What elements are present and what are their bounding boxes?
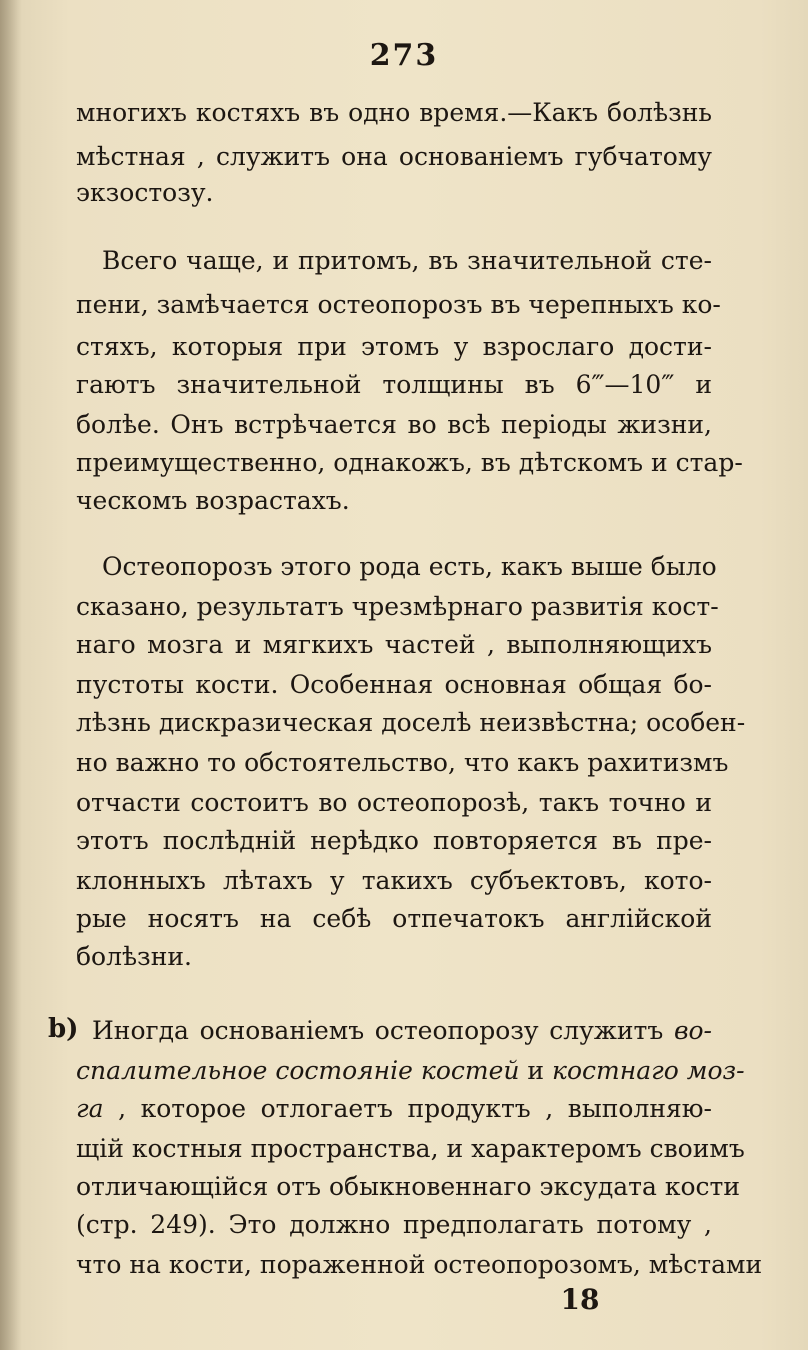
text-line: болѣзни. [76, 942, 192, 971]
text-line: рые носятъ на себѣ отпечатокъ англійской [76, 904, 712, 933]
text-line: что на кости, пораженной остеопорозомъ, мѣстами [76, 1250, 763, 1279]
text-line: Всего чаще, и притомъ, въ значительной сте- [102, 246, 712, 275]
text-line: сказано, результатъ чрезмѣрнаго развитія кост- [76, 592, 719, 621]
text-line: лѣзнь дискразическая доселѣ неизвѣстна; особен- [76, 708, 746, 737]
text-line: пени, замѣчается остеопорозъ въ черепныхъ ко- [76, 290, 721, 319]
text-line: (стр. 249). Это должно предполагать потому , [76, 1210, 712, 1239]
signature-mark: 18 [560, 1283, 600, 1316]
text-line: отчасти состоитъ во остеопорозѣ, такъ точно и [76, 788, 712, 817]
text-line: экзостозу. [76, 178, 214, 207]
text-line: мѣстная , служитъ она основаніемъ губчатому [76, 142, 712, 171]
section-b-line-1: Иногда основаніемъ остеопорозу служитъ во- [92, 1016, 712, 1045]
text-line: клонныхъ лѣтахъ у такихъ субъектовъ, кото- [76, 866, 712, 895]
section-b-line-3: га , которое отлогаетъ продуктъ , выполняю- [76, 1094, 712, 1123]
section-b-line-2: спалительное состояніе костей и костнаго моз- [76, 1056, 745, 1085]
text-line: болѣе. Онъ встрѣчается во всѣ періоды жизни, [76, 410, 712, 439]
section-marker: b) [48, 1014, 79, 1044]
text-line: стяхъ, которыя при этомъ у взрослаго дости- [76, 332, 712, 361]
text-line: преимущественно, однакожъ, въ дѣтскомъ и стар- [76, 448, 743, 477]
text-line: щій костныя пространства, и характеромъ своимъ [76, 1134, 745, 1163]
text-line: но важно то обстоятельство, что какъ рахитизмъ [76, 748, 729, 777]
text-line: ческомъ возрастахъ. [76, 486, 350, 515]
page-number: 273 [369, 38, 439, 73]
text-line: Остеопорозъ этого рода есть, какъ выше было [102, 552, 717, 581]
text-line: гаютъ значительной толщины въ 6‴—10‴ и [76, 370, 712, 399]
gutter-shadow [0, 0, 22, 1350]
text-line: отличающійся отъ обыкновеннаго эксудата кости [76, 1172, 741, 1201]
text-line: пустоты кости. Особенная основная общая бо- [76, 670, 712, 699]
text-line: многихъ костяхъ въ одно время.—Какъ болѣзнь [76, 98, 712, 127]
text-line: наго мозга и мягкихъ частей , выполняющихъ [76, 630, 712, 659]
text-line: этотъ послѣдній нерѣдко повторяется въ пре- [76, 826, 712, 855]
